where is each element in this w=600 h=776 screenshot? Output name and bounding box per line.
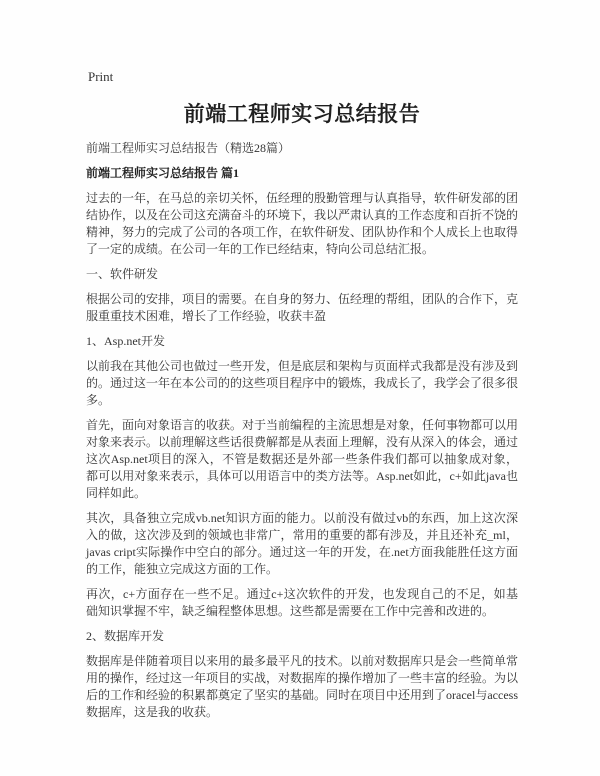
section-heading-software-rd: 一、软件研发 <box>86 267 159 281</box>
section-heading-database: 2、数据库开发 <box>86 629 165 643</box>
document-subtitle: 前端工程师实习总结报告（精选28篇） <box>86 141 291 155</box>
paragraph-cplus-shortcomings: 再次，c+方面存在一些不足。通过c+这次软件的开发，也发现自己的不足，如基础知识掌握不牢，缺乏编程整体思想。这些都是需要在工作中完善和改进的。 <box>86 587 518 618</box>
paragraph-aspnet-experience: 以前我在其他公司也做过一些开发，但是底层和架构与页面样式我都是没有涉及到的。通过这一年在本公司的的这些项目程序中的锻炼，我成长了，我学会了很多很多。 <box>86 359 519 407</box>
paragraph-oop-gains: 首先，面向对象语言的收获。对于当前编程的主流思想是对象，任何事物都可以用对象来表示。以前理解这些话很费解都是从表面上理解，没有从深入的体会，通过这次Asp.net项目的深入，不管是数据还是外部一些条件我们都可以抽象成对象，都可以用对象来表示，具体可以用语言中的类方法等。Asp.net如此，c+如此java也同样如此。 <box>86 418 519 500</box>
paragraph-intro: 过去的一年，在马总的亲切关怀，伍经理的殷勤管理与认真指导，软件研发部的团结协作，以及在公司这充满奋斗的环境下，我以严肃认真的工作态度和百折不饶的精神，努力的完成了公司的各项工作，在软件研发、团队协作和个人成长上也取得了一定的成绩。在公司一年的工作已经结束，特向公司总结汇报。 <box>86 191 519 256</box>
paragraph-software-rd: 根据公司的安排，项目的需要。在自身的努力、伍经理的帮组，团队的合作下，克服重重技术困难，增长了工作经验，收获丰盈 <box>86 292 519 323</box>
paragraph-vbnet-ability: 其次，具备独立完成vb.net知识方面的能力。以前没有做过vb的东西，加上这次深入的做，这次涉及到的领域也非常广，常用的重要的都有涉及，并且还补充_ml，javas cript实际操作中空白的部分。通过这一年的开发，在.net方面我能胜任这方面的工作，能独立完成这方面的工作。 <box>86 511 518 576</box>
print-link[interactable]: Print <box>88 69 114 84</box>
document-body <box>86 140 518 721</box>
page-title: 前端工程师实习总结报告 <box>183 102 421 126</box>
section-heading-aspnet: 1、Asp.net开发 <box>86 334 165 348</box>
chapter-heading-pian1: 前端工程师实习总结报告 篇1 <box>86 166 240 180</box>
paragraph-database: 数据库是伴随着项目以来用的最多最平凡的技术。以前对数据库只是会一些简单常用的操作，经过这一年项目的实战，对数据库的操作增加了一些丰富的经验。为以后的工作和经验的积累都奠定了坚实的基础。同时在项目中还用到了oracel与access数据库，这是我的收获。 <box>86 654 519 719</box>
